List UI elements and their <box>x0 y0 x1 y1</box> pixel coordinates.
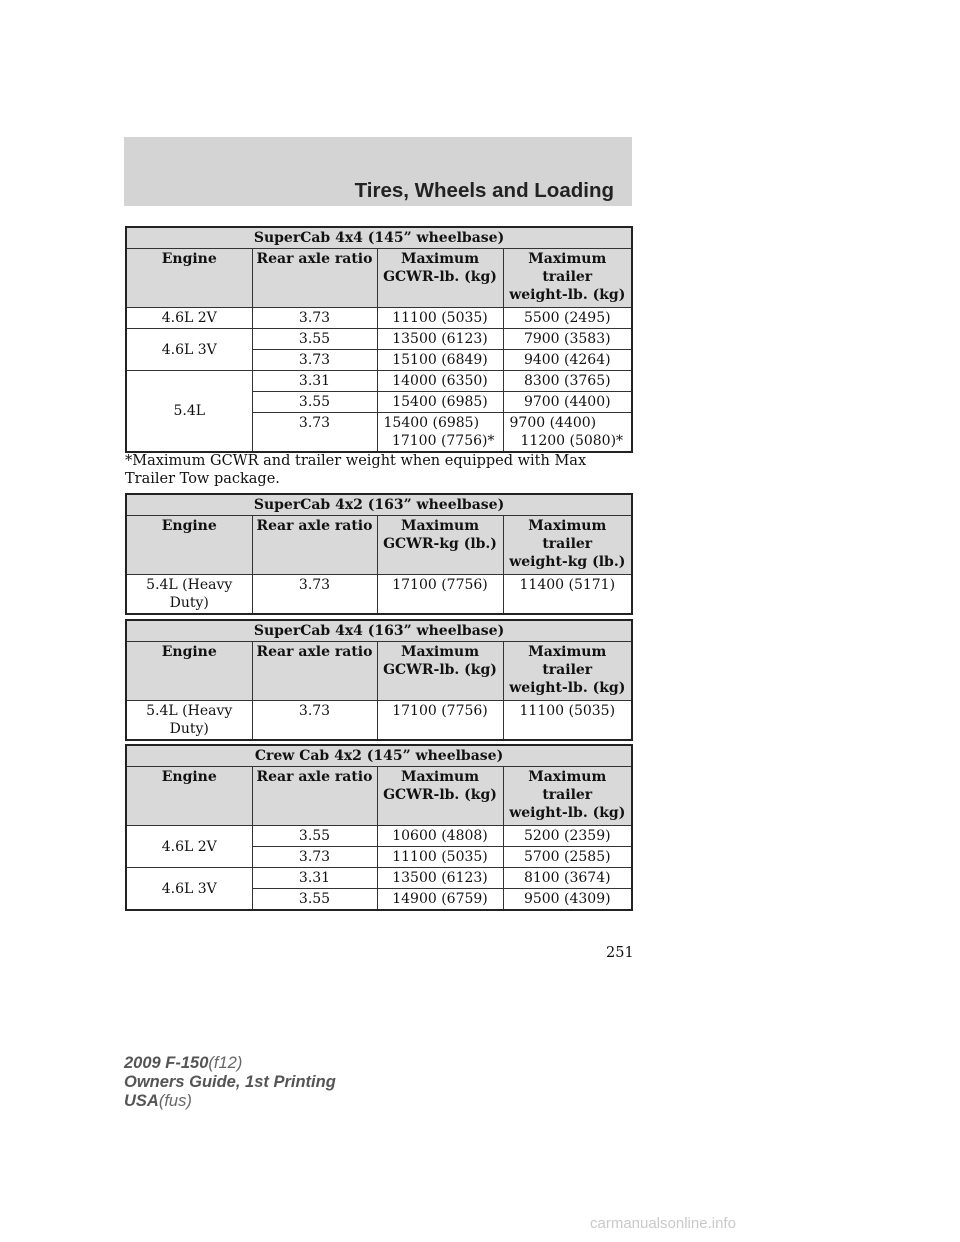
column-header-trailer: Maximum trailer weight-lb. (kg) <box>503 642 632 701</box>
table-title: SuperCab 4x4 (163” wheelbase) <box>126 620 632 642</box>
column-header-ratio: Rear axle ratio <box>252 767 377 826</box>
table-supercab-4x2-163 <box>125 493 633 615</box>
column-header-engine: Engine <box>126 642 252 701</box>
section-header-band <box>124 137 632 206</box>
table-row: 3.73 15100 (6849) 9400 (4264) <box>126 350 632 371</box>
column-header-gcwr: Maximum GCWR-lb. (kg) <box>377 642 503 701</box>
column-header-engine: Engine <box>126 249 252 308</box>
column-header-trailer: Maximum trailer weight-lb. (kg) <box>503 767 632 826</box>
column-header-trailer: Maximum trailer weight-lb. (kg) <box>503 249 632 308</box>
column-header-trailer: Maximum trailer weight-kg (lb.) <box>503 516 632 575</box>
column-header-ratio: Rear axle ratio <box>252 642 377 701</box>
table-row: 3.55 14900 (6759) 9500 (4309) <box>126 889 632 911</box>
column-header-ratio: Rear axle ratio <box>252 249 377 308</box>
section-title: Tires, Wheels and Loading <box>354 179 614 202</box>
column-header-gcwr: Maximum GCWR-kg (lb.) <box>377 516 503 575</box>
table-row: 4.6L 3V 3.55 13500 (6123) 7900 (3583) <box>126 329 632 350</box>
page-number: 251 <box>606 945 634 961</box>
table-crewcab-4x2-145 <box>125 744 633 911</box>
column-header-engine: Engine <box>126 516 252 575</box>
table-row: 4.6L 2V 3.73 11100 (5035) 5500 (2495) <box>126 308 632 329</box>
table-row: 3.55 15400 (6985) 9700 (4400) <box>126 392 632 413</box>
table-supercab-4x4-145 <box>125 226 633 453</box>
table-row: 5.4L (Heavy Duty) 3.73 17100 (7756) 11400 (5171) <box>126 575 632 615</box>
table-row: 5.4L (Heavy Duty) 3.73 17100 (7756) 11100 (5035) <box>126 701 632 741</box>
table-row: 4.6L 2V 3.55 10600 (4808) 5200 (2359) <box>126 826 632 847</box>
column-header-ratio: Rear axle ratio <box>252 516 377 575</box>
watermark: carmanualsonline.info <box>590 1215 736 1232</box>
column-header-gcwr: Maximum GCWR-lb. (kg) <box>377 767 503 826</box>
table-title: Crew Cab 4x2 (145” wheelbase) <box>126 745 632 767</box>
column-header-gcwr: Maximum GCWR-lb. (kg) <box>377 249 503 308</box>
table-title: SuperCab 4x2 (163” wheelbase) <box>126 494 632 516</box>
print-info: 2009 F-150(f12) Owners Guide, 1st Printing USA(fus) <box>124 1054 336 1110</box>
table-supercab-4x4-163 <box>125 619 633 741</box>
table-title: SuperCab 4x4 (145” wheelbase) <box>126 227 632 249</box>
table-row: 3.73 11100 (5035) 5700 (2585) <box>126 847 632 868</box>
table-row: 4.6L 3V 3.31 13500 (6123) 8100 (3674) <box>126 868 632 889</box>
table-row: 5.4L 3.31 14000 (6350) 8300 (3765) <box>126 371 632 392</box>
table-row: 3.73 15400 (6985) 17100 (7756)* 9700 (4400) 11200 (5080)* <box>126 413 632 453</box>
column-header-engine: Engine <box>126 767 252 826</box>
footnote: *Maximum GCWR and trailer weight when equipped with Max Trailer Tow package. <box>125 453 587 487</box>
